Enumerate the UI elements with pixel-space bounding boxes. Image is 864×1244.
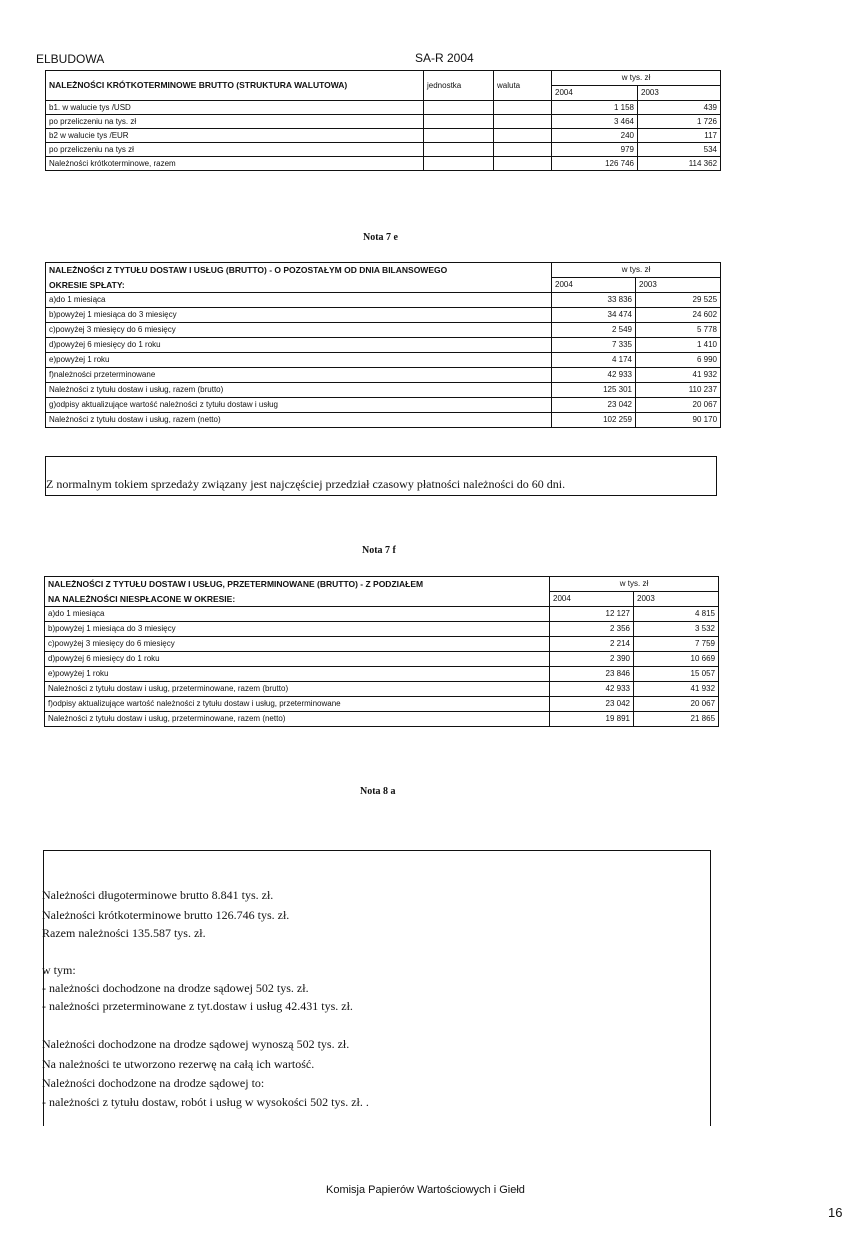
table-row: e)powyżej 1 roku 4 174 6 990 xyxy=(46,353,721,368)
table-row: Należności z tytułu dostaw i usług, przeterminowane, razem (brutto) 42 933 41 932 xyxy=(45,682,719,697)
nota-7f-year-2003: 2003 xyxy=(634,592,719,607)
nota-8a-line: Razem należności 135.587 tys. zł. xyxy=(42,926,206,940)
nota-7e-table xyxy=(45,262,721,428)
nota-8a-line: - należności z tytułu dostaw, robót i usług w wysokości 502 tys. zł. . xyxy=(42,1095,369,1109)
table-row: a)do 1 miesiąca 12 127 4 815 xyxy=(45,607,719,622)
nota-7e-year-2003: 2003 xyxy=(636,278,721,293)
nota-7e-title-line1: NALEŻNOŚCI Z TYTUŁU DOSTAW I USŁUG (BRUTTO) - O POZOSTAŁYM OD DNIA BILANSOWEGO xyxy=(46,263,552,278)
table-row: f)należności przeterminowane 42 933 41 932 xyxy=(46,368,721,383)
nota-7f-table xyxy=(44,576,719,727)
table-row: po przeliczeniu na tys zł 979 534 xyxy=(46,143,721,157)
table1-col-currency: waluta xyxy=(494,71,552,101)
nota-7e-title-line2: OKRESIE SPŁATY: xyxy=(46,278,552,293)
table-row: b)powyżej 1 miesiąca do 3 miesięcy 34 474 24 602 xyxy=(46,308,721,323)
table1-title: NALEŻNOŚCI KRÓTKOTERMINOWE BRUTTO (STRUKTURA WALUTOWA) xyxy=(46,71,424,101)
table-row: Należności z tytułu dostaw i usług, razem (netto) 102 259 90 170 xyxy=(46,413,721,428)
nota-8a-line: Należności długoterminowe brutto 8.841 tys. zł. xyxy=(42,888,274,902)
payment-term-note xyxy=(45,456,717,496)
table-row: po przeliczeniu na tys. zł 3 464 1 726 xyxy=(46,115,721,129)
payment-term-note-text: Z normalnym tokiem sprzedaży związany jest najczęściej przedział czasowy płatności należności do 60 dni. xyxy=(46,477,566,491)
nota-7f-label: Nota 7 f xyxy=(362,545,396,556)
table-row: b2 w walucie tys /EUR 240 117 xyxy=(46,129,721,143)
table-row: b1. w walucie tys /USD 1 158 439 xyxy=(46,101,721,115)
table-row: a)do 1 miesiąca 33 836 29 525 xyxy=(46,293,721,308)
nota-8a-label: Nota 8 a xyxy=(360,786,396,797)
nota-8a-line: Należności krótkoterminowe brutto 126.746 tys. zł. xyxy=(42,908,290,922)
nota-7e-label: Nota 7 e xyxy=(363,232,398,243)
nota-7f-title-line1: NALEŻNOŚCI Z TYTUŁU DOSTAW I USŁUG, PRZETERMINOWANE (BRUTTO) - Z PODZIAŁEM xyxy=(45,577,550,592)
page-number: 16 xyxy=(828,1205,843,1220)
table1-unit: w tys. zł xyxy=(552,71,721,86)
table-row: f)odpisy aktualizujące wartość należności z tytułu dostaw i usług, przeterminowane 23 042 20 067 xyxy=(45,697,719,712)
nota-8a-box-top xyxy=(43,850,711,876)
table-row: d)powyżej 6 miesięcy do 1 roku 7 335 1 410 xyxy=(46,338,721,353)
currency-structure-table xyxy=(45,70,721,171)
nota-8a-line: w tym: xyxy=(42,963,76,977)
table-row: e)powyżej 1 roku 23 846 15 057 xyxy=(45,667,719,682)
nota-8a-line: Należności dochodzone na drodze sądowej to: xyxy=(42,1076,265,1090)
nota-7e-unit: w tys. zł xyxy=(552,263,721,278)
footer-text: Komisja Papierów Wartościowych i Giełd xyxy=(326,1184,525,1196)
table-row: c)powyżej 3 miesięcy do 6 miesięcy 2 549 5 778 xyxy=(46,323,721,338)
nota-7f-title-line2: NA NALEŻNOŚCI NIESPŁACONE W OKRESIE: xyxy=(45,592,550,607)
nota-7f-unit: w tys. zł xyxy=(550,577,719,592)
table-row: Należności krótkoterminowe, razem 126 746 114 362 xyxy=(46,157,721,171)
nota-8a-line: Na należności te utworzono rezerwę na całą ich wartość. xyxy=(42,1057,315,1071)
table-row: Należności z tytułu dostaw i usług, razem (brutto) 125 301 110 237 xyxy=(46,383,721,398)
nota-7e-year-2004: 2004 xyxy=(552,278,636,293)
table-row: Należności z tytułu dostaw i usług, przeterminowane, razem (netto) 19 891 21 865 xyxy=(45,712,719,727)
table-row: d)powyżej 6 miesięcy do 1 roku 2 390 10 669 xyxy=(45,652,719,667)
table1-col-unit: jednostka xyxy=(424,71,494,101)
table-row: b)powyżej 1 miesiąca do 3 miesięcy 2 356 3 532 xyxy=(45,622,719,637)
nota-8a-line: - należności dochodzone na drodze sądowej 502 tys. zł. xyxy=(42,981,309,995)
table-row: g)odpisy aktualizujące wartość należności z tytułu dostaw i usług 23 042 20 067 xyxy=(46,398,721,413)
nota-8a-line: Należności dochodzone na drodze sądowej wynoszą 502 tys. zł. xyxy=(42,1037,350,1051)
table1-year-2003: 2003 xyxy=(638,86,721,101)
table-row: c)powyżej 3 miesięcy do 6 miesięcy 2 214 7 759 xyxy=(45,637,719,652)
table1-year-2004: 2004 xyxy=(552,86,638,101)
company-name: ELBUDOWA xyxy=(36,52,105,66)
report-code: SA-R 2004 xyxy=(415,51,474,65)
nota-8a-line: - należności przeterminowane z tyt.dostaw i usług 42.431 tys. zł. xyxy=(42,999,353,1013)
nota-7f-year-2004: 2004 xyxy=(550,592,634,607)
nota-8a-box-right-edge xyxy=(710,876,711,1126)
